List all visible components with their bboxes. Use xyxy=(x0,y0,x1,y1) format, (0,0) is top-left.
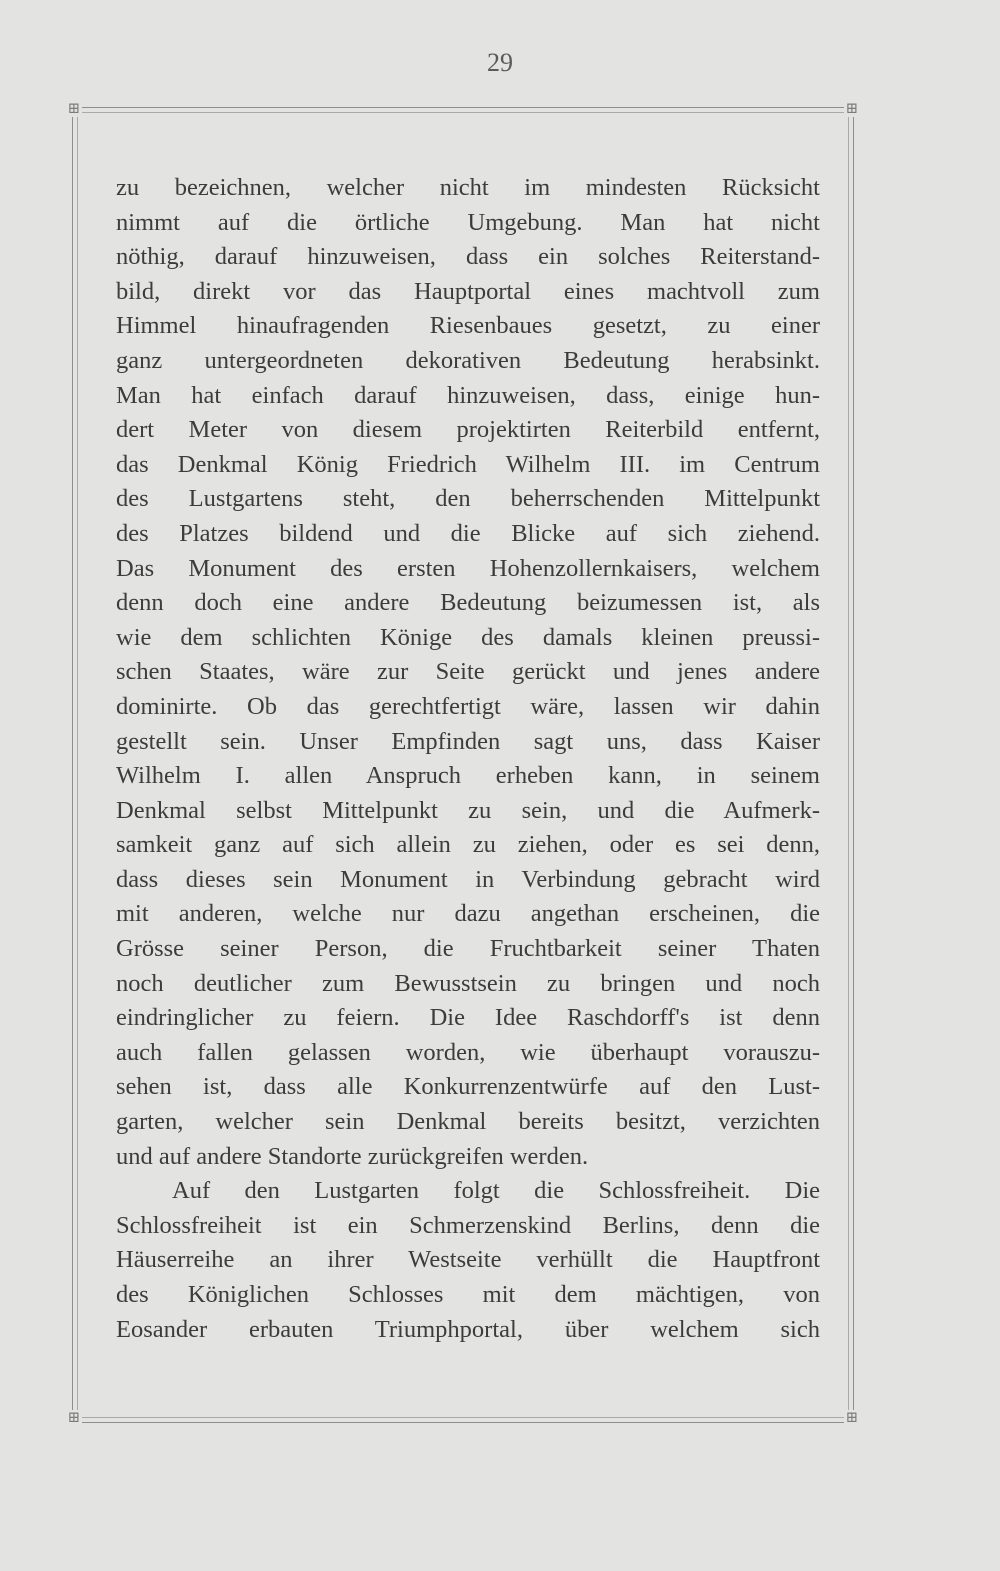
text-line: nöthig, darauf hinzuweisen, dass ein solches Reiterstand- xyxy=(116,243,820,271)
text-line: Auf den Lustgarten folgt die Schlossfreiheit. Die xyxy=(172,1177,820,1205)
text-line: Häuserreihe an ihrer Westseite verhüllt die Hauptfront xyxy=(116,1246,820,1274)
text-line: zu bezeichnen, welcher nicht im mindesten Rücksicht xyxy=(116,174,820,201)
text-line: mit anderen, welche nur dazu angethan erscheinen, die xyxy=(116,900,820,928)
corner-ornament-bottom-left: ⊞ xyxy=(67,1410,81,1426)
text-line: schen Staates, wäre zur Seite gerückt und jenes andere xyxy=(116,658,820,686)
corner-ornament-bottom-right: ⊞ xyxy=(845,1410,859,1426)
text-line: dass dieses sein Monument in Verbindung gebracht wird xyxy=(116,865,820,893)
text-line: sehen ist, dass alle Konkurrenzentwürfe auf den Lust- xyxy=(116,1073,820,1101)
text-line: Man hat einfach darauf hinzuweisen, dass, einige hun- xyxy=(116,381,820,409)
text-line: Grösse seiner Person, die Fruchtbarkeit seiner Thaten xyxy=(116,935,820,963)
text-line: des Lustgartens steht, den beherrschenden Mittelpunkt xyxy=(116,485,820,513)
text-line: Denkmal selbst Mittelpunkt zu sein, und die Aufmerk- xyxy=(116,796,820,824)
text-line: noch deutlicher zum Bewusstsein zu bringen und noch xyxy=(116,969,820,997)
page-number: 29 xyxy=(487,48,513,77)
text-line: des Königlichen Schlosses mit dem mächtigen, von xyxy=(116,1281,820,1308)
text-line: denn doch eine andere Bedeutung beizumessen ist, als xyxy=(116,589,820,617)
text-line: nimmt auf die örtliche Umgebung. Man hat nicht xyxy=(116,208,820,236)
text-line: gestellt sein. Unser Empfinden sagt uns, dass Kaiser xyxy=(116,727,820,755)
text-line: und auf andere Standorte zurückgreifen werden. xyxy=(116,1142,589,1170)
text-line: samkeit ganz auf sich allein zu ziehen, oder es sei denn, xyxy=(116,831,820,859)
text-line: Eosander erbauten Triumphportal, über welchem sich xyxy=(116,1315,820,1343)
text-line: auch fallen gelassen worden, wie überhaupt vorauszu- xyxy=(116,1038,820,1066)
text-line: Schlossfreiheit ist ein Schmerzenskind Berlins, denn die xyxy=(116,1211,820,1239)
text-line: das Denkmal König Friedrich Wilhelm III. im Centrum xyxy=(116,450,820,478)
text-line: bild, direkt vor das Hauptportal eines machtvoll zum xyxy=(116,277,820,305)
text-line: garten, welcher sein Denkmal bereits besitzt, verzichten xyxy=(116,1108,820,1136)
text-line: Das Monument des ersten Hohenzollernkaisers, welchem xyxy=(116,554,820,582)
text-line: dert Meter von diesem projektirten Reiterbild entfernt, xyxy=(116,416,820,444)
corner-ornament-top-left: ⊞ xyxy=(67,101,81,117)
text-line: dominirte. Ob das gerechtfertigt wäre, lassen wir dahin xyxy=(116,692,820,720)
text-line: wie dem schlichten Könige des damals kleinen preussi- xyxy=(116,623,820,651)
body-text xyxy=(116,171,820,1347)
text-line: des Platzes bildend und die Blicke auf sich ziehend. xyxy=(116,519,820,547)
text-line: Himmel hinaufragenden Riesenbaues gesetzt, zu einer xyxy=(116,312,820,340)
corner-ornament-top-right: ⊞ xyxy=(845,101,859,117)
text-line: eindringlicher zu feiern. Die Idee Raschdorff's ist denn xyxy=(116,1004,820,1032)
text-line: ganz untergeordneten dekorativen Bedeutung herabsinkt. xyxy=(116,346,820,374)
text-line: Wilhelm I. allen Anspruch erheben kann, in seinem xyxy=(116,762,820,790)
